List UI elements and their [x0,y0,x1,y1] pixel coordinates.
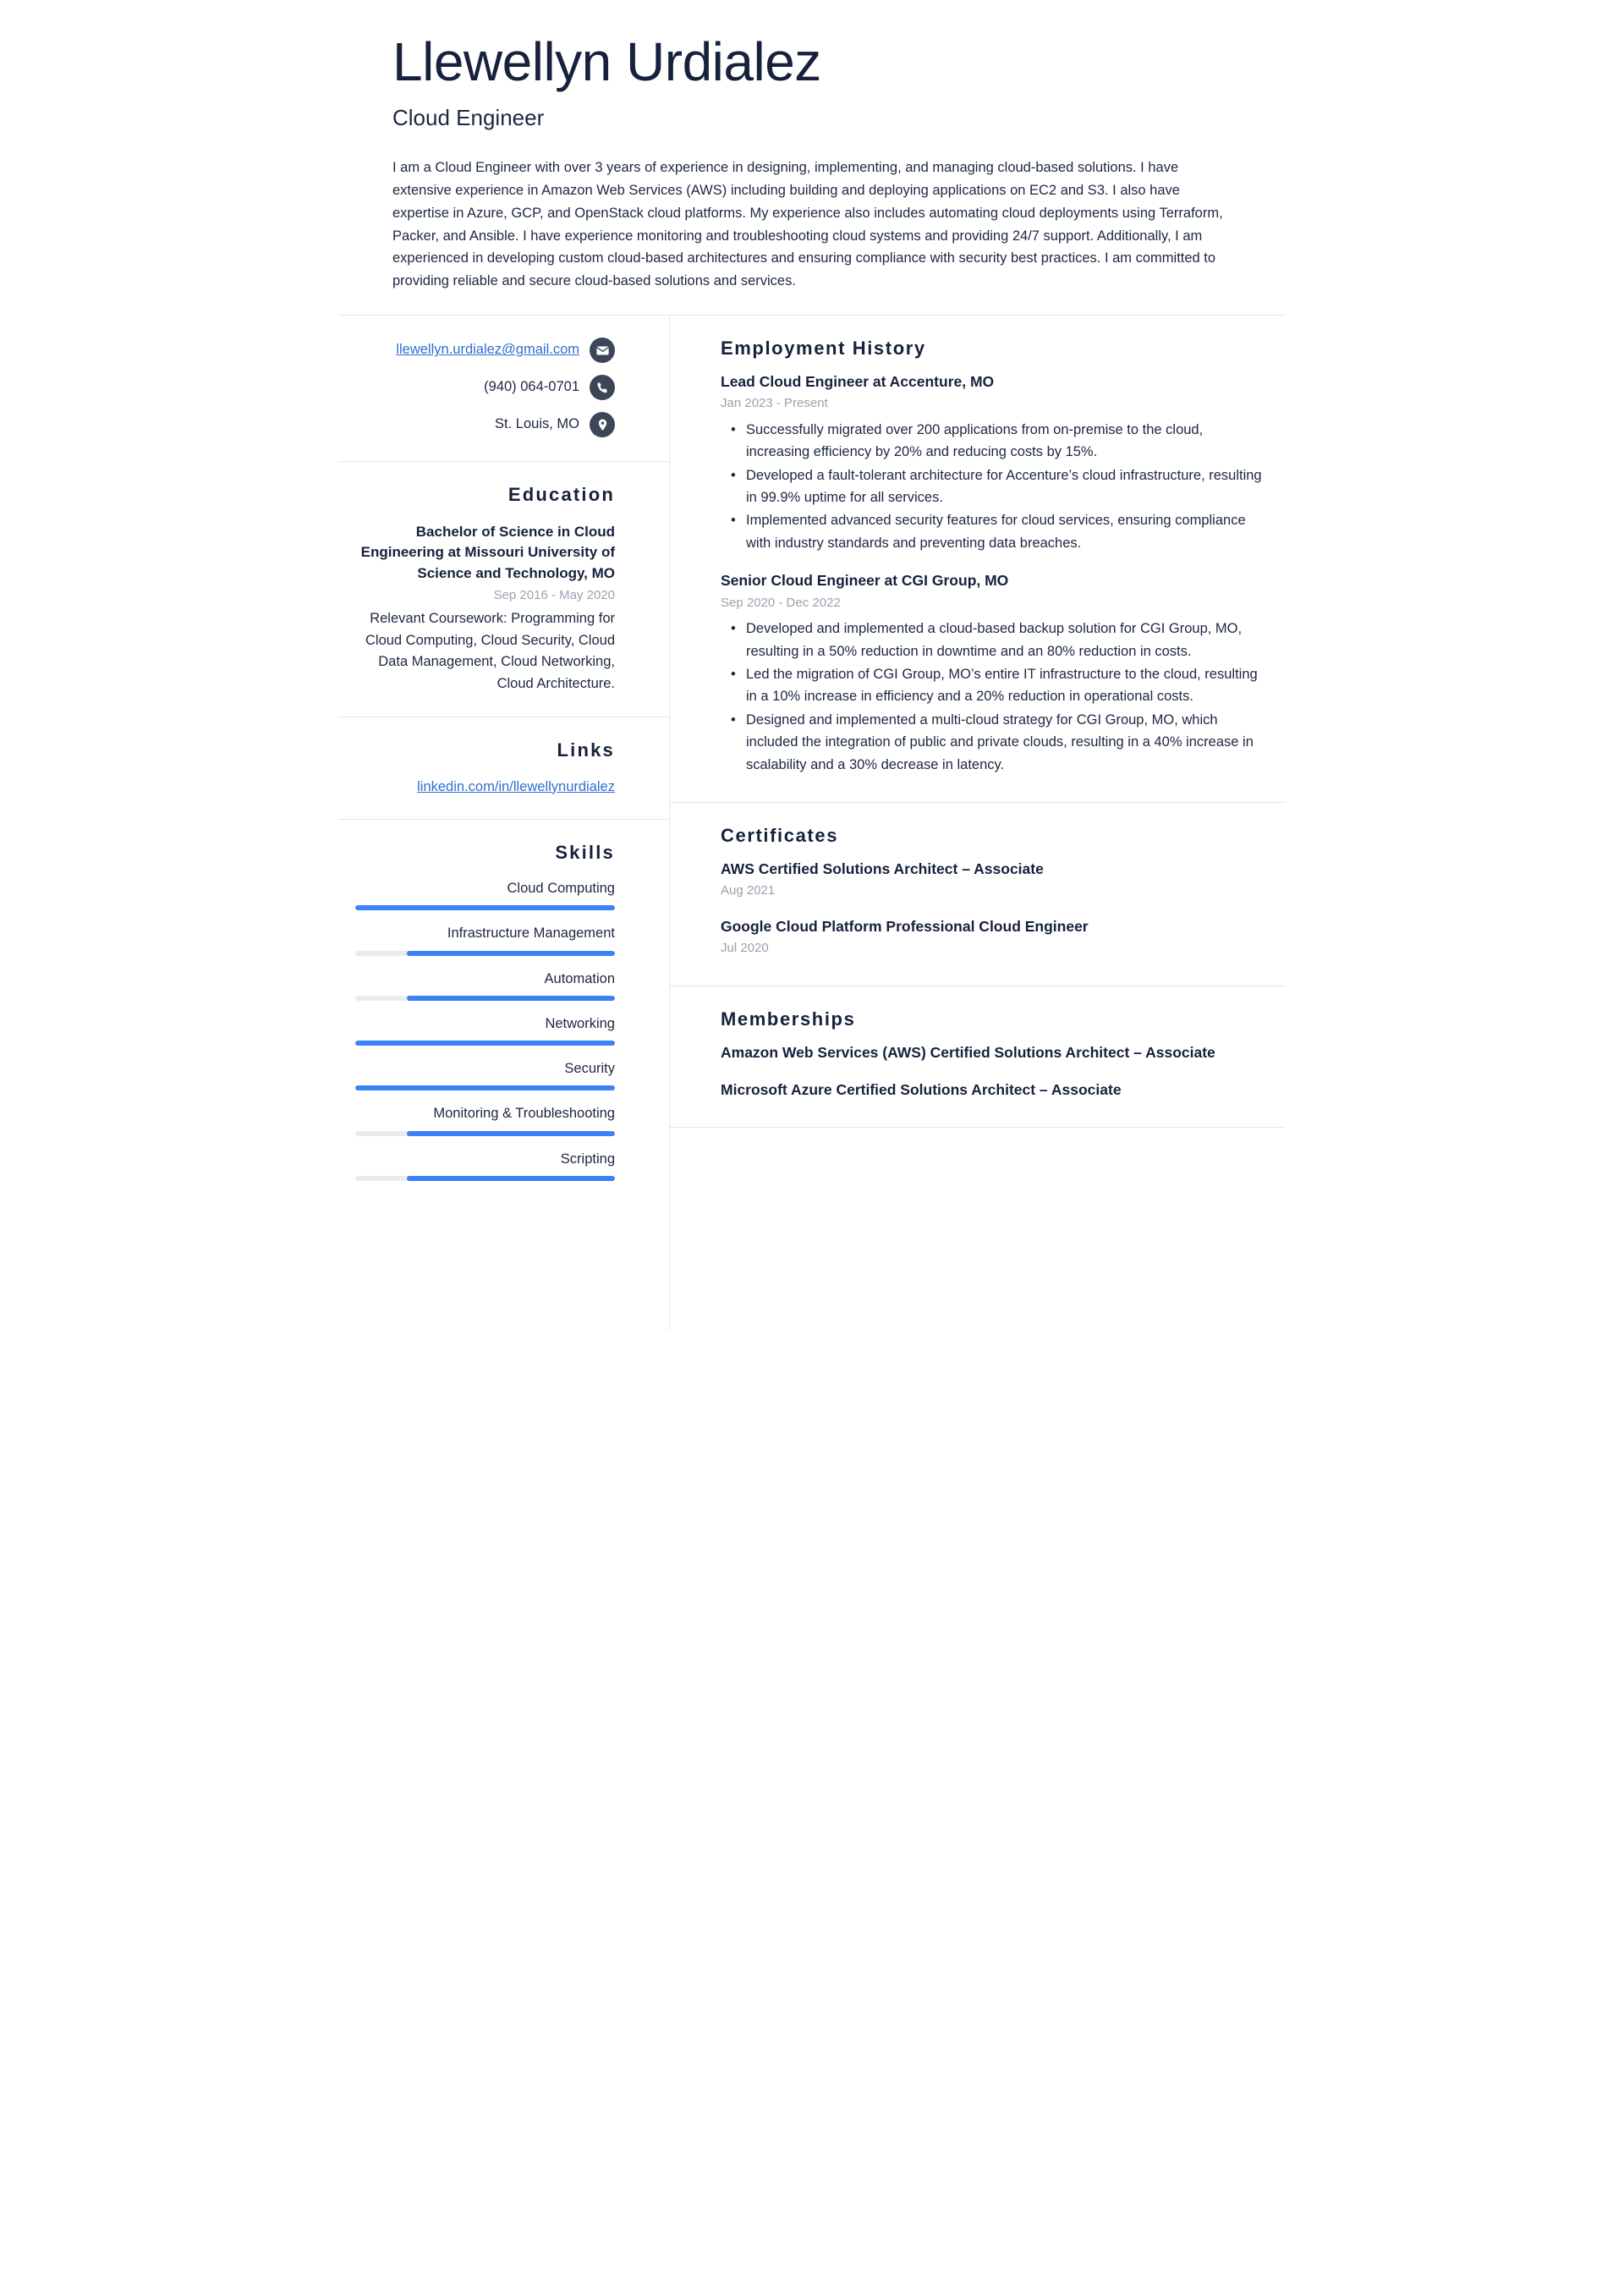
membership-entry [721,1042,1265,1063]
job-bullet-list [721,618,1265,776]
skill-bar-fill [355,905,615,910]
email-link[interactable]: llewellyn.urdialez@gmail.com [396,342,579,358]
skill-bar-track [355,1041,615,1046]
employment-heading: Employment History [721,338,926,360]
skill-item [355,1104,615,1135]
skill-bar-track [355,996,615,1001]
skill-item [355,1014,615,1046]
job-bullet: • Developed a fault-tolerant architecture for Accenture’s cloud infrastructure, resulting in 99.9% uptime for all services. [746,464,1265,509]
employment-section [670,316,1286,803]
links-section [338,717,669,819]
contact-section [338,316,669,462]
skill-label: Security [564,1061,615,1077]
certificate-name: Google Cloud Platform Professional Cloud Engineer [721,917,1089,935]
job-entry [721,571,1265,776]
certificates-section [670,803,1286,986]
full-name: Llewellyn Urdialez [392,31,821,92]
location-pin-icon [590,412,615,437]
job-bullet: • Implemented advanced security features for cloud services, ensuring compliance with industry standards and preventing data breaches. [746,509,1265,554]
job-dates: Jan 2023 - Present [721,396,828,411]
skill-label: Networking [545,1015,615,1031]
membership-entry [721,1079,1265,1100]
job-bullet: • Developed and implemented a cloud-based backup solution for CGI Group, MO, resulting in a 50% reduction in downtime and an 80% reduction in costs. [746,618,1265,662]
skill-label: Infrastructure Management [447,926,615,942]
certificate-date: Aug 2021 [721,883,776,898]
skill-label: Scripting [560,1151,615,1167]
link-item-linkedin[interactable]: linkedin.com/in/llewellynurdialez [417,778,615,794]
skill-bar-fill [407,951,615,956]
skill-label: Monitoring & Troubleshooting [433,1106,615,1122]
phone-icon [590,375,615,400]
resume-header [338,0,1286,315]
skill-item [355,1059,615,1090]
job-title-text: Lead Cloud Engineer at Accenture, MO [721,372,995,390]
job-title: Cloud Engineer [392,104,545,130]
skill-bar-fill [407,1176,615,1181]
skill-item [355,1150,615,1181]
job-title-text: Senior Cloud Engineer at CGI Group, MO [721,572,1009,590]
job-entry [721,372,1265,554]
education-degree: Bachelor of Science in Cloud Engineering at Missouri University of Science and Technology, MO [360,523,615,581]
skill-bar-track [355,1131,615,1136]
education-heading: Education [508,484,615,506]
certificate-entry [721,859,1265,901]
certificate-name: AWS Certified Solutions Architect – Associate [721,860,1044,878]
skills-heading: Skills [555,841,615,863]
certificate-entry [721,916,1265,958]
memberships-section [670,986,1286,1129]
job-bullet: • Led the migration of CGI Group, MO’s entire IT infrastructure to the cloud, resulting in a 10% increase in efficiency and a 20% reduction in operational costs. [746,663,1265,708]
education-description: Relevant Coursework: Programming for Cloud Computing, Cloud Security, Cloud Data Management, Cloud Networking, Cloud Architecture. [365,611,615,691]
main-column-spacer [670,1128,1286,1229]
memberships-heading: Memberships [721,1008,856,1030]
certificate-date: Jul 2020 [721,941,769,956]
membership-name: Microsoft Azure Certified Solutions Architect – Associate [721,1081,1122,1099]
skill-label: Cloud Computing [507,881,615,897]
skill-label: Automation [544,970,615,986]
education-dates: Sep 2016 - May 2020 [493,587,615,602]
skill-item [355,969,615,1001]
skill-bar-track [355,1176,615,1181]
skill-bar-track [355,1085,615,1090]
contact-row-location [355,412,615,437]
skills-section [338,820,669,1206]
job-bullet: • Successfully migrated over 200 applications from on-premise to the cloud, increasing efficiency by 20% and reducing costs by 15%. [746,419,1265,464]
links-heading: Links [557,739,615,761]
job-bullet: • Designed and implemented a multi-cloud strategy for CGI Group, MO, which included the integration of public and private clouds, resulting in a 40% increase in scalability and a 30% decrease in latency. [746,709,1265,776]
skill-bar-track [355,905,615,910]
skill-item [355,879,615,910]
professional-summary: I am a Cloud Engineer with over 3 years of experience in designing, implementing, and managing cloud-based solutions. I have extensive experience in Amazon Web Services (AWS) including building and deploying applications on EC2 and S3. I also have expertise in Azure, GCP, and OpenStack cloud platforms. My experience also includes automating cloud deployments using Terraform, Packer, and Ansible. I have experience monitoring and troubleshooting cloud systems and providing 24/7 support. Additionally, I am experienced in developing custom cloud-based architectures and ensuring compliance with security best practices. I am committed to providing reliable and secure cloud-based solutions and services. [392,159,1223,289]
job-bullet-list [721,419,1265,554]
location-text: St. Louis, MO [495,416,579,432]
sidebar-column [338,316,670,1331]
envelope-icon [590,338,615,363]
skill-item [355,924,615,955]
certificates-heading: Certificates [721,824,839,846]
job-dates: Sep 2020 - Dec 2022 [721,595,841,610]
skill-bar-track [355,951,615,956]
resume-body [338,316,1286,1331]
skill-bar-fill [407,996,615,1001]
membership-name: Amazon Web Services (AWS) Certified Solutions Architect – Associate [721,1043,1215,1061]
education-section [338,462,669,717]
skill-bar-fill [355,1085,615,1090]
contact-row-phone[interactable] [355,375,615,400]
main-column [670,316,1286,1331]
resume-page [338,0,1286,2296]
skill-bar-fill [407,1131,615,1136]
phone-number: (940) 064-0701 [484,379,579,395]
skill-bar-fill [355,1041,615,1046]
contact-row-email[interactable] [355,338,615,363]
